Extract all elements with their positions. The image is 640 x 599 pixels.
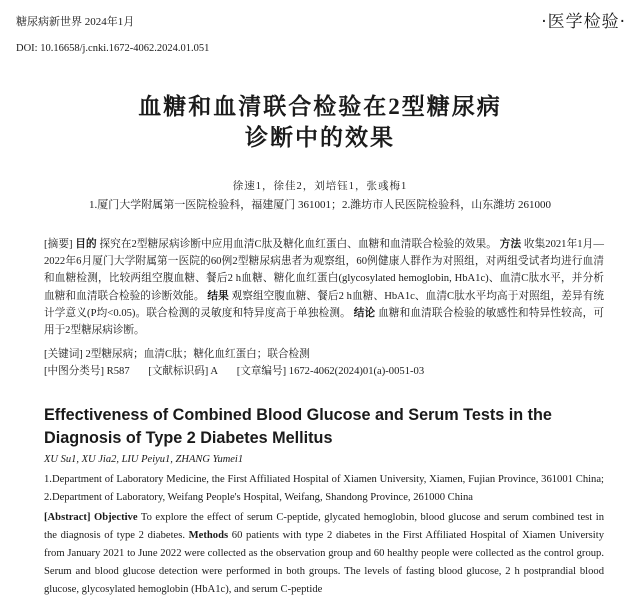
authors-en: XU Su1, XU Jia2, LIU Peiyu1, ZHANG Yumei1 — [44, 454, 244, 465]
authors-cn: 徐速1，徐佳2，刘培钰1，张彧梅1 — [232, 181, 408, 192]
doi-line: DOI: 10.16658/j.cnki.1672-4062.2024.01.051 — [16, 43, 210, 54]
classification-line — [44, 363, 440, 378]
objective-text-en: To explore the effect of serum C-peptide, glycated hemoglobin, blood glucose and serum combined test in the diagnosis of type 2 diabetes. — [44, 512, 604, 541]
conclusion-label-cn: 结论 — [353, 307, 376, 319]
title-cn-line1: 血糖和血清联合检验在2型糖尿病 — [138, 94, 502, 119]
abstract-en — [44, 509, 604, 599]
abstract-en-label: [Abstract] — [44, 512, 91, 523]
keywords-label: [关键词] — [44, 349, 83, 360]
clc-number: [中图分类号] R587 — [44, 366, 130, 377]
methods-label-cn: 方法 — [499, 239, 522, 250]
keywords-text: 2型糖尿病；血清C肽；糖化血红蛋白；联合检测 — [85, 349, 310, 360]
document-code: [文献标识码] A — [148, 366, 219, 377]
title-cn-line2: 诊断中的效果 — [245, 125, 395, 150]
title-en: Effectiveness of Combined Blood Glucose and Serum Tests in the Diagnosis of Type 2 Diabetes Mellitus — [44, 406, 552, 447]
abstract-cn — [44, 236, 604, 339]
section-label: ·医学检验· — [541, 12, 626, 32]
affiliations-en: 1.Department of Laboratory Medicine, the First Affiliated Hospital of Xiamen University, Xiamen, Fujian Province, 361001 China; 2.Department of Laboratory, Weifang People's Hospital, Weifang, Shandong Province, 261000 China — [44, 474, 604, 503]
methods-label-en: Methods — [188, 530, 229, 541]
results-text-cn: 观察组空腹血糖、餐后2 h血糖、HbA1c、血清C肽水平均高于对照组，差异有统计学意义(P均<0.05)。联合检测的灵敏度和特异度高于单独检测。 — [44, 290, 605, 319]
abstract-cn-label: [摘要] — [44, 239, 73, 250]
journal-header: 糖尿病新世界 2024年1月 — [16, 16, 135, 28]
methods-text-cn: 收集2021年1月—2022年6月厦门大学附属第一医院的60例2型糖尿病患者为观察组，60例健康人群作为对照组，对两组受试者均进行血清和血糖检测，比较两组空腹血糖、餐后2 h血糖、糖化血红蛋白(glycosylated hemoglobin, HbA1c)、血清C肽水平，并分析血糖和血清联合检验的诊断效能。 — [44, 239, 604, 302]
objective-label-cn: 目的 — [75, 239, 97, 250]
results-label-cn: 结果 — [207, 290, 229, 302]
article-number: [文章编号] 1672-4062(2024)01(a)-0051-03 — [236, 366, 425, 377]
keywords-line — [44, 346, 310, 361]
methods-text-en: 60 patients with type 2 diabetes in the First Affiliated Hospital of Xiamen University from January 2021 to June 2022 were collected as the observation group and 60 healthy people were collected as the control group. Serum and blood glucose detection were performed in both groups. The levels of fasting blood glucose, 2 h postprandial blood glucose, glycosylated hemoglobin (HbA1c), and serum C-peptide — [44, 530, 604, 595]
objective-text-cn: 探究在2型糖尿病诊断中应用血清C肽及糖化血红蛋白、血糖和血清联合检验的效果。 — [99, 239, 498, 250]
objective-label-en: Objective — [94, 512, 138, 523]
conclusion-text-cn: 血糖和血清联合检验的敏感性和特异性较高，可用于2型糖尿病诊断。 — [44, 307, 604, 337]
affiliations-cn: 1.厦门大学附属第一医院检验科，福建厦门 361001；2.潍坊市人民医院检验科，山东潍坊 261000 — [89, 199, 551, 211]
